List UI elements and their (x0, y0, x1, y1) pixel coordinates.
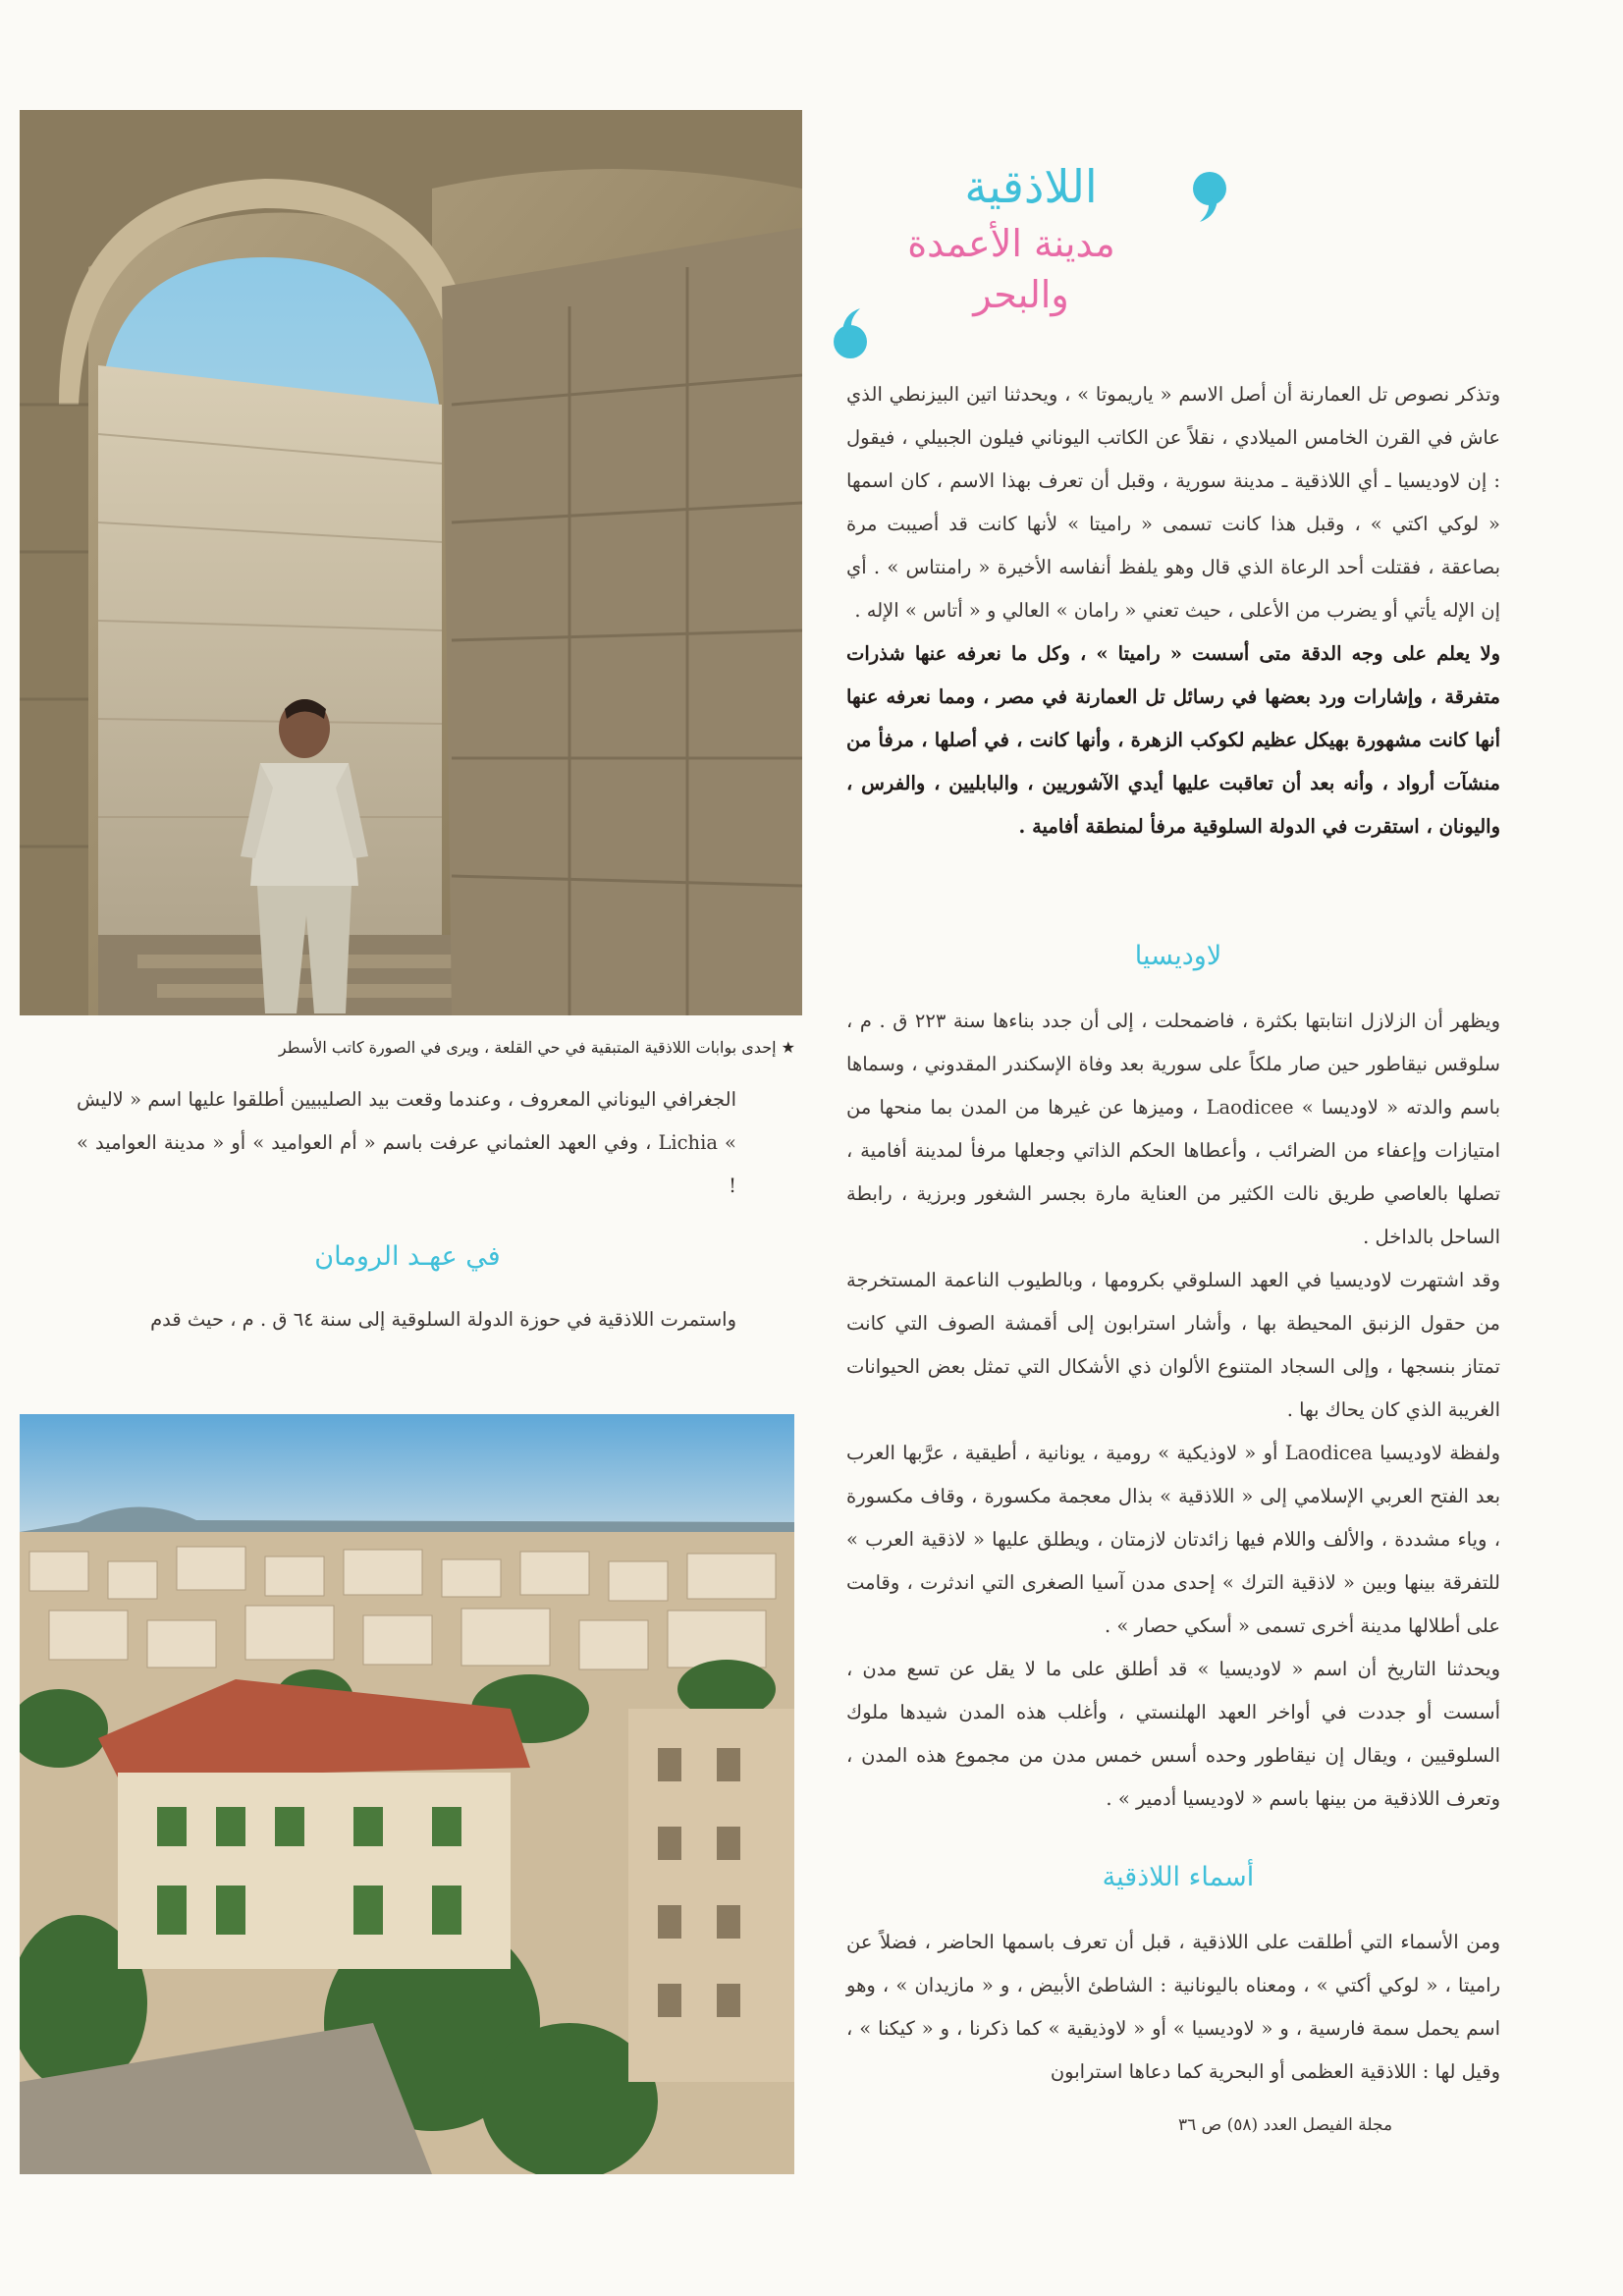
names-paragraph: ومن الأسماء التي أطلقت على اللاذقية ، قبل أن تعرف باسمها الحاضر ، فضلاً عن راميتا ، « لوكي أكتي » ، ومعناه باليونانية : الشاطئ الأبيض ، و « مازيدان » ، وهو اسم يحمل سمة فارسية ، و « لاوديسيا » أو « لاوذيقية » كما ذكرنا ، و « كيكنا » ، وقيل لها : اللاذقية العظمى أو البحرية كما دعاها استرابون (846, 1931, 1500, 2083)
close-quote-icon (825, 304, 874, 363)
laodicea-text (846, 1000, 1500, 1821)
open-quote-icon (1188, 167, 1237, 226)
intro-paragraph-2: ولا يعلم على وجه الدقة متى أسست « راميتا » ، وكل ما نعرفه عنها شذرات متفرقة ، وإشارات ورد بعضها في رسائل تل العمارنة في مصر ، ومما نعرفه عنها أنها كانت مشهورة بهيكل عظيم لكوكب الزهرة ، وأنها كانت ، في أصلها ، مرفأ من منشآت أرواد ، وأنه بعد أن تعاقبت عليها أيدي الآشوريين ، والبابليين ، والفرس ، واليونان ، استقرت في الدولة السلوقية مرفأ لمنطقة أفامية . (846, 642, 1500, 838)
page-footer: مجلة الفيصل العدد (٥٨) ص ٣٦ (1178, 2115, 1393, 2135)
laodicea-paragraph-3: ولفظة لاوديسيا Laodicea أو « لاوذيكية » رومية ، يونانية ، أطيقية ، عرَّبها العرب بعد الفتح العربي الإسلامي إلى « اللاذقية » بذال معجمة مكسورة ، وقاف مكسورة ، وياء مشددة ، والألف واللام فيها زائدتان لازمتان ، ويطلق عليها « لاذقية العرب » للتفرقة بينها وبين « لاذقية الترك » إحدى مدن آسيا الصغرى التي اندثرت ، وقامت على أطلالها مدينة أخرى تسمى « أسكي حصار » . (846, 1442, 1500, 1637)
title-main: اللاذقية (964, 160, 1098, 213)
laodicea-paragraph-4: ويحدثنا التاريخ أن اسم « لاوديسيا » قد أطلق على ما لا يقل عن تسع مدن ، أسست أو جددت في أواخر العهد الهلنستي ، وأغلب هذه المدن شيدها ملوك السلوقيين ، ويقال إن نيقاطور وحده أسس خمس مدن من مجموع هذه المدن ، وتعرف اللاذقية من بينها باسم « لاوديسيا أدمير » . (846, 1658, 1500, 1810)
intro-paragraph-1: وتذكر نصوص تل العمارنة أن أصل الاسم « ياريموتا » ، ويحدثنا اتين البيزنطي الذي عاش في القرن الخامس الميلادي ، نقلاً عن الكاتب اليوناني فيلون الجبيلي ، فيقول : إن لاوديسيا ـ أي اللاذقية ـ مدينة سورية ، وقبل أن تعرف بهذا الاسم ، كان اسمها « لوكي اكتي » ، وقبل هذا كانت تسمى « راميتا » لأنها كانت قد أصيبت مرة بصاعقة ، فقتلت أحد الرعاة الذي قال وهو يلفظ أنفاسه الأخيرة « رامنتاس » . أي إن الإله يأتي أو يضرب من الأعلى ، حيث تعني « رامان » العالي و « أتاس » الإله . (846, 383, 1500, 622)
city-view-photo (20, 1414, 794, 2174)
romans-paragraph: واستمرت اللاذقية في حوزة الدولة السلوقية إلى سنة ٦٤ ق . م ، حيث قدم (150, 1308, 736, 1331)
laodicea-paragraph-2: وقد اشتهرت لاوديسيا في العهد السلوقي بكرومها ، وبالطيوب الناعمة المستخرجة من حقول الزنبق المحيطة بها ، وأشار استرابون إلى أقمشة الصوف التي كانت تمتاز بنسجها ، وإلى السجاد المتنوع الألوان ذي الأشكال التي تمثل بعض الحيوانات الغريبة الذي كان يحاك بها . (846, 1269, 1500, 1421)
section-heading-romans: في عهـد الرومان (314, 1241, 501, 1272)
left-paragraph: الجغرافي اليوناني المعروف ، وعندما وقعت بيد الصليبيين أطلقوا عليها اسم « لاليش » Lichia ، وفي العهد العثماني عرفت باسم « أم العواميد » أو « مدينة العواميد » ! (77, 1088, 736, 1197)
intro-text (846, 373, 1500, 848)
names-text (846, 1921, 1500, 2094)
photo-caption: ★ إحدى بوابات اللاذقية المتبقية في حي القلعة ، ويرى في الصورة كاتب الأسطر (278, 1038, 795, 1057)
laodicea-paragraph-1: ويظهر أن الزلازل انتابتها بكثرة ، فاضمحلت ، إلى أن جدد بناءها سنة ٢٢٣ ق . م ، سلوقس نيقاطور حين صار ملكاً على سورية بعد وفاة الإسكندر المقدوني ، وسماها باسم والدته « لاوديسا » Laodicee ، وميزها عن غيرها من المدن بما منحها من امتيازات وإعفاء من الضرائب ، وأعطاها الحكم الذاتي وجعلها مرفأ لمدينة أفامية ، تصلها بالعاصي طريق نالت الكثير من العناية مارة بجسر الشغور وبرزية ، رابطة الساحل بالداخل . (846, 1010, 1500, 1248)
title-sub-1: مدينة الأعمدة (907, 222, 1115, 265)
title-block (825, 157, 1237, 363)
section-heading-names: أسماء اللاذقية (1102, 1862, 1255, 1892)
title-sub-2: والبحر (973, 273, 1069, 316)
city-gate-arch-photo (20, 110, 802, 1015)
section-heading-laodicea: لاوديسيا (1134, 941, 1222, 971)
